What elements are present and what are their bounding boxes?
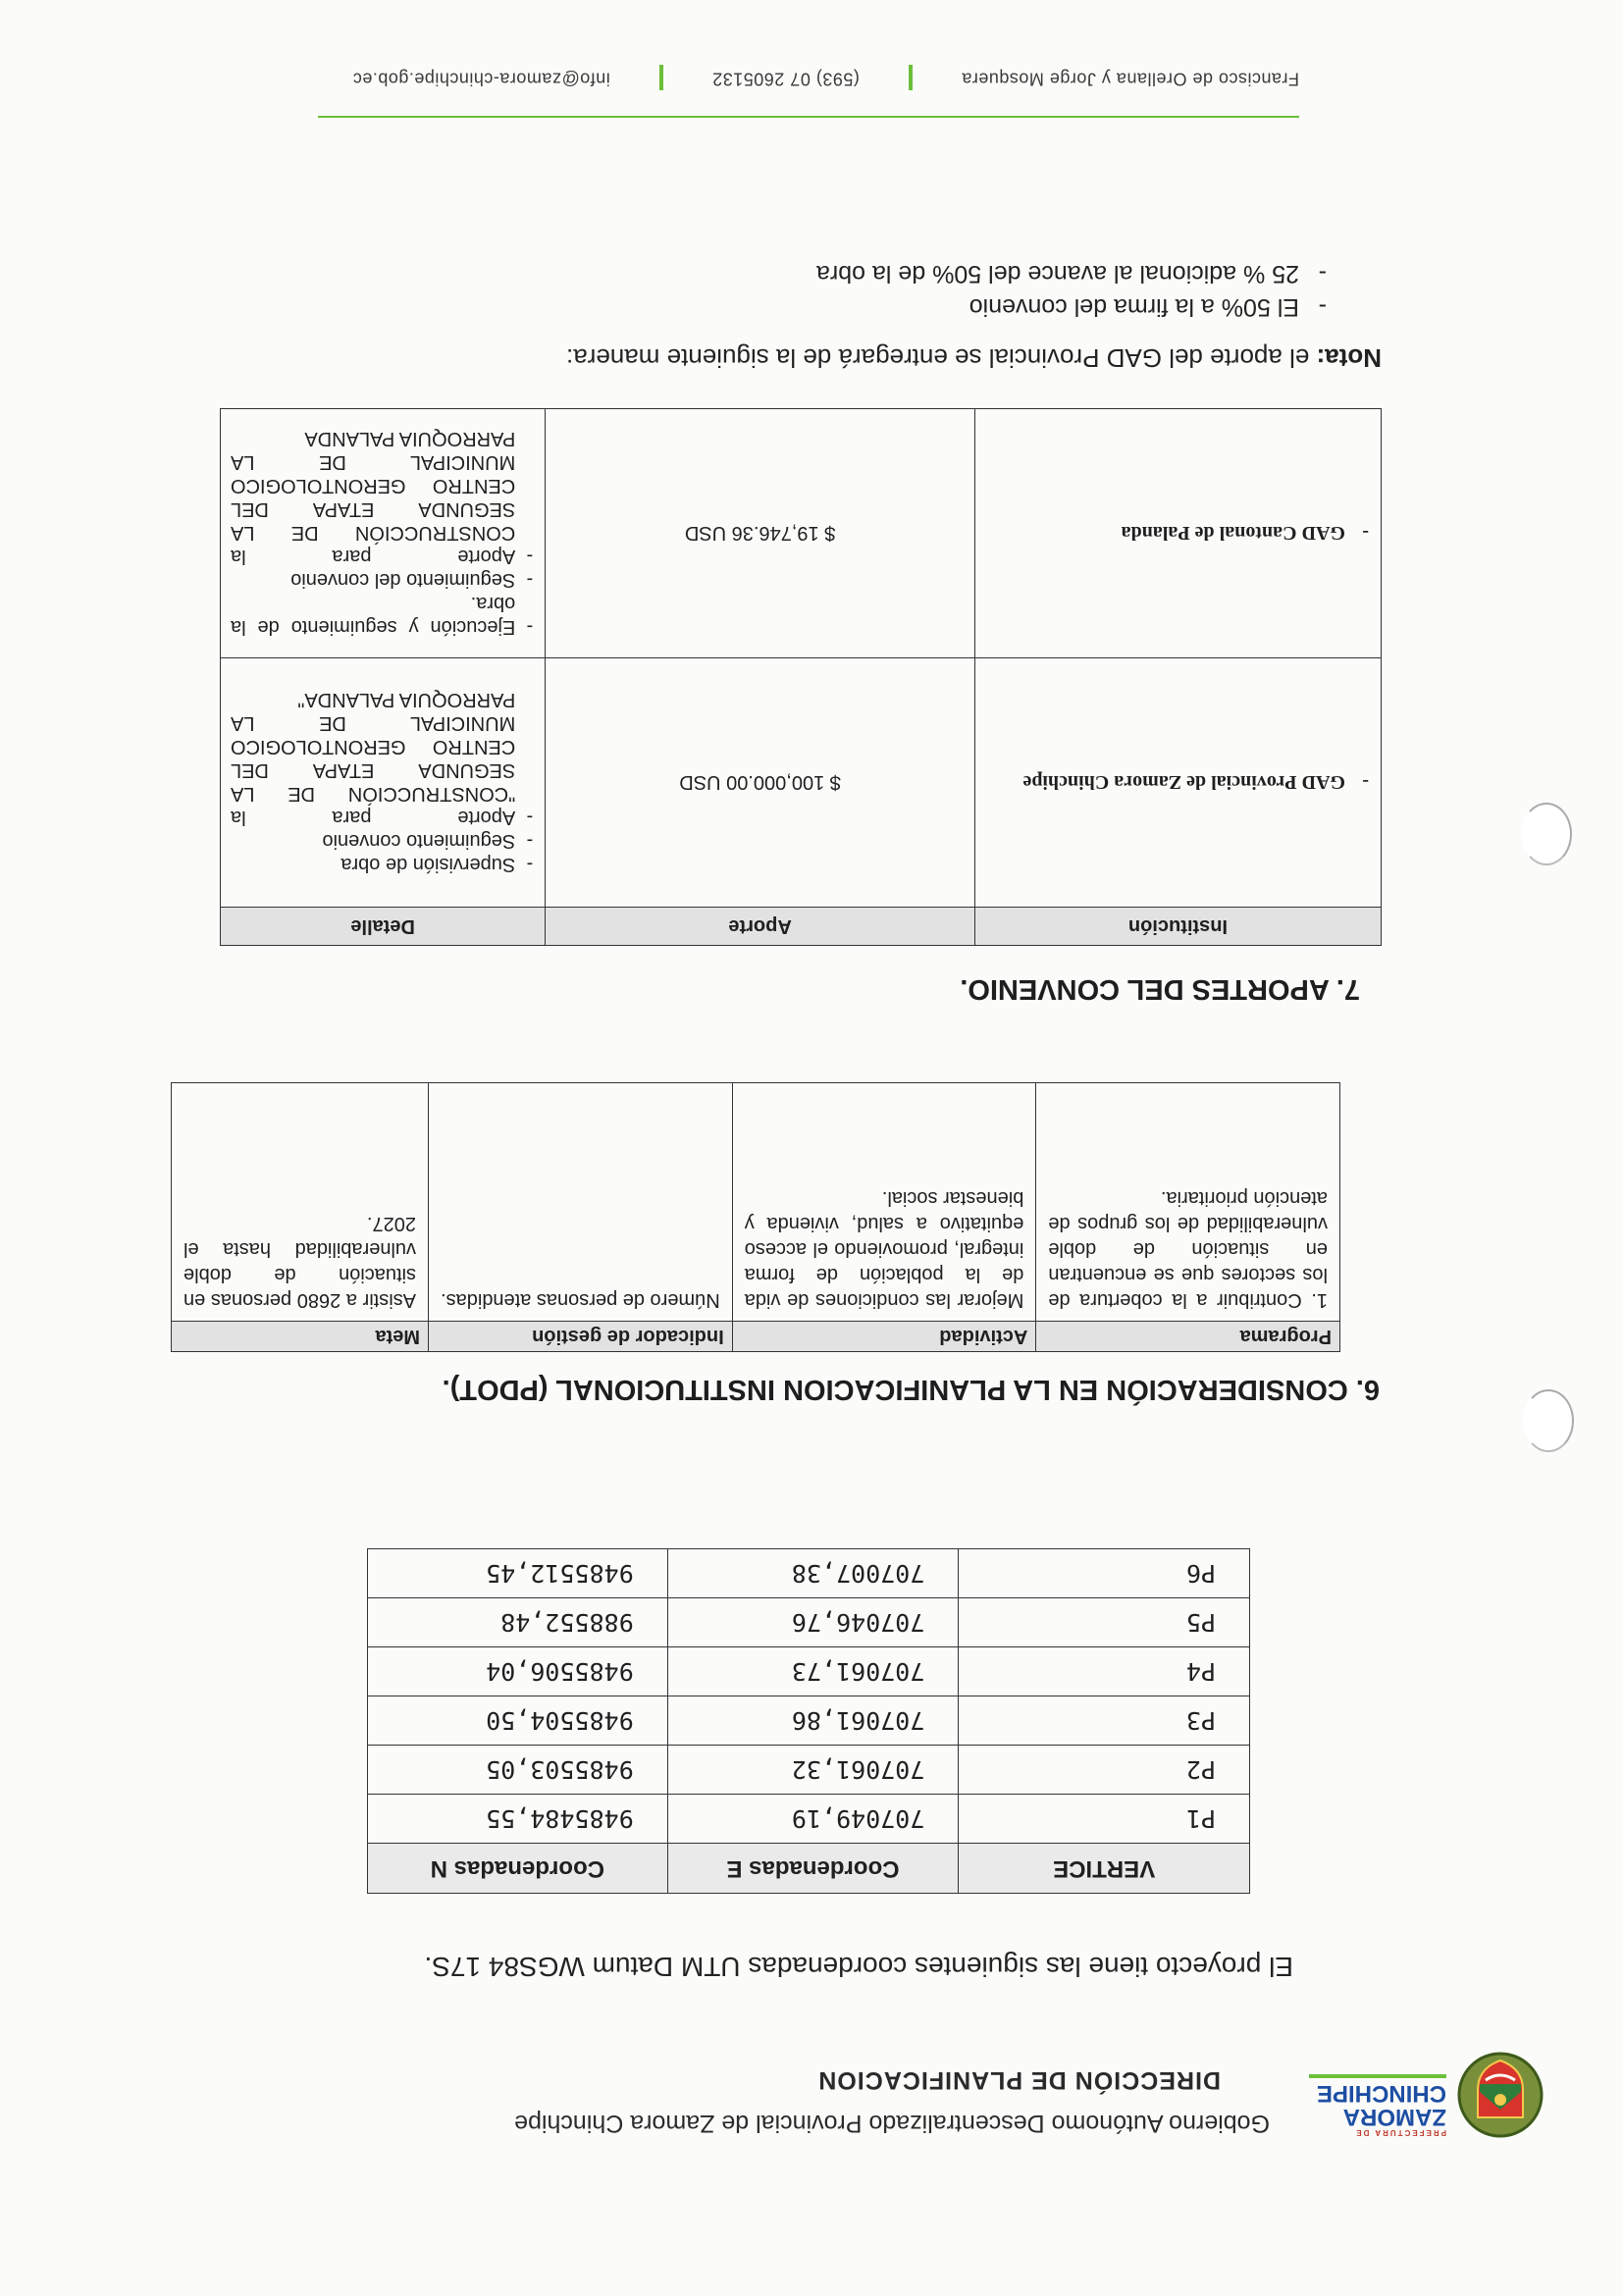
cell: P5 [959, 1598, 1250, 1647]
col-actividad: Actividad [732, 1322, 1036, 1352]
cell-institucion: - GAD Provincial de Zamora Chinchipe [974, 658, 1381, 908]
footer-phone: (593) 07 2605132 [711, 69, 860, 89]
table-row [221, 409, 1382, 658]
section-6-title: 6. CONSIDERACIÓN EN LA PLANIFICACION INSTITUCIONAL (PDOT). [442, 1374, 1380, 1405]
cell: 9485504,50 [368, 1696, 668, 1746]
note-text: el aporte del GAD Provincial se entregará de la siguiente manera: [566, 343, 1317, 373]
table-row [368, 1549, 1250, 1598]
brand-line-1: ZAMORA [1342, 2104, 1446, 2130]
cell-institucion: - GAD Cantonal de Palanda [974, 409, 1381, 658]
table-row [368, 1795, 1250, 1844]
punch-hole [1521, 803, 1572, 865]
detail-list [231, 689, 535, 877]
cell: P2 [959, 1746, 1250, 1795]
col-vertice: VERTICE [959, 1844, 1250, 1894]
coordinates-table [367, 1548, 1250, 1894]
list-item: - Ejecución y seguimiento de la obra. [231, 593, 515, 640]
brand-line-2: CHINCHIPE [1316, 2080, 1446, 2107]
cell-aporte: $ 100,000.00 USD [546, 658, 975, 908]
department-name: DIRECCIÓN DE PLANIFICACION [817, 2066, 1221, 2094]
note-label: Nota: [1316, 343, 1382, 373]
list-item: - Aporte para la CONSTRUCCIÓN DE LA SEGUNDA ETAPA DEL CENTRO GERONTOLOGICO MUNICIPAL DE LA PARROQUIA PALANDA [231, 428, 515, 569]
col-coord-e: Coordenadas E [667, 1844, 959, 1894]
prefecture-crest-icon [1456, 2051, 1544, 2139]
footer-separator [659, 65, 663, 90]
col-aporte: Aporte [546, 908, 975, 946]
footer-email: info@zamora-chinchipe.gob.ec [352, 69, 610, 89]
table-row [368, 1746, 1250, 1795]
section-7-title: 7. APORTES DEL CONVENIO. [960, 973, 1360, 1005]
payment-schedule-list [816, 257, 1299, 324]
coordinates-intro: El proyecto tiene las siguientes coordenadas UTM Datum WGS84 17S. [424, 1952, 1293, 1982]
aportes-table [220, 408, 1382, 946]
cell-indicador: Número de personas atendidas. [429, 1083, 733, 1322]
col-institucion: Institución [974, 908, 1381, 946]
cell: P4 [959, 1647, 1250, 1696]
cell: P3 [959, 1696, 1250, 1746]
institution-name: GAD Provincial de Zamora Chinchipe [1022, 771, 1345, 794]
col-indicador: Indicador de gestión [429, 1322, 733, 1352]
table-row [368, 1696, 1250, 1746]
cell: 9485484,55 [368, 1795, 668, 1844]
cell-aporte: $ 19,746.36 USD [546, 409, 975, 658]
col-meta: Meta [172, 1322, 429, 1352]
list-item: - 25 % adicional al avance del 50% de la obra [816, 257, 1299, 290]
footer-address: Francisco de Orellana y Jorge Mosquera [961, 69, 1299, 89]
cell-programa: 1. Contribuir a la cobertura de los sectores que se encuentran en situación de doble vulnerabilidad de los grupos de atención prioritaria. [1036, 1083, 1340, 1322]
cell: 707061,86 [667, 1696, 959, 1746]
brand-wordmark [1309, 2074, 1446, 2137]
list-item: - El 50% a la firma del convenio [816, 290, 1299, 324]
col-detalle: Detalle [221, 908, 546, 946]
table-row [172, 1083, 1340, 1322]
col-programa: Programa [1036, 1322, 1340, 1352]
brand-pre: PREFECTURA DE [1354, 2128, 1446, 2137]
col-coord-n: Coordenadas N [368, 1844, 668, 1894]
cell: 707061,73 [667, 1647, 959, 1696]
cell-meta: Asistir a 2680 personas en situación de doble vulnerabilidad hasta el 2027. [172, 1083, 429, 1322]
cell-actividad: Mejorar las condiciones de vida de la población de forma integral, promoviendo el acceso equitativo a salud, vivienda y bienestar social. [732, 1083, 1036, 1322]
cell: 9485503,05 [368, 1746, 668, 1795]
cell: P1 [959, 1795, 1250, 1844]
pdot-table [171, 1082, 1340, 1352]
table-row [368, 1598, 1250, 1647]
institution-name: GAD Cantonal de Palanda [1121, 522, 1345, 545]
punch-hole [1523, 1389, 1574, 1452]
cell-detalle [221, 658, 546, 908]
letterhead [73, 2051, 1544, 2139]
footer-divider [318, 117, 1299, 119]
list-item: - Supervisión de obra [231, 854, 515, 877]
detail-list [231, 428, 535, 640]
cell: 9485506,04 [368, 1647, 668, 1696]
cell: 707049,19 [667, 1795, 959, 1844]
pdot-header-row [172, 1322, 1340, 1352]
brand-underline [1309, 2074, 1446, 2078]
list-item: - Aporte para la "CONSTRUCCIÓN DE LA SEGUNDA ETAPA DEL CENTRO GERONTOLOGICO MUNICIPAL DE LA PARROQUIA PALANDA" [231, 689, 515, 830]
payment-note [566, 342, 1382, 373]
cell: 9485512,45 [368, 1549, 668, 1598]
footer-contact [352, 65, 1299, 90]
list-item: - Seguimiento del convenio [231, 569, 515, 593]
organization-name: Gobierno Autónomo Descentralizado Provincial de Zamora Chinchipe [514, 2110, 1270, 2137]
coordinates-header-row [368, 1844, 1250, 1894]
table-row [221, 658, 1382, 908]
cell-detalle [221, 409, 546, 658]
cell: 707007,38 [667, 1549, 959, 1598]
cell: 707046,76 [667, 1598, 959, 1647]
list-item: - Seguimiento convenio [231, 830, 515, 854]
footer-separator [909, 65, 913, 90]
cell: 988552,48 [368, 1598, 668, 1647]
cell: 707061,32 [667, 1746, 959, 1795]
table-row [368, 1647, 1250, 1696]
cell: P6 [959, 1549, 1250, 1598]
aportes-header-row [221, 908, 1382, 946]
